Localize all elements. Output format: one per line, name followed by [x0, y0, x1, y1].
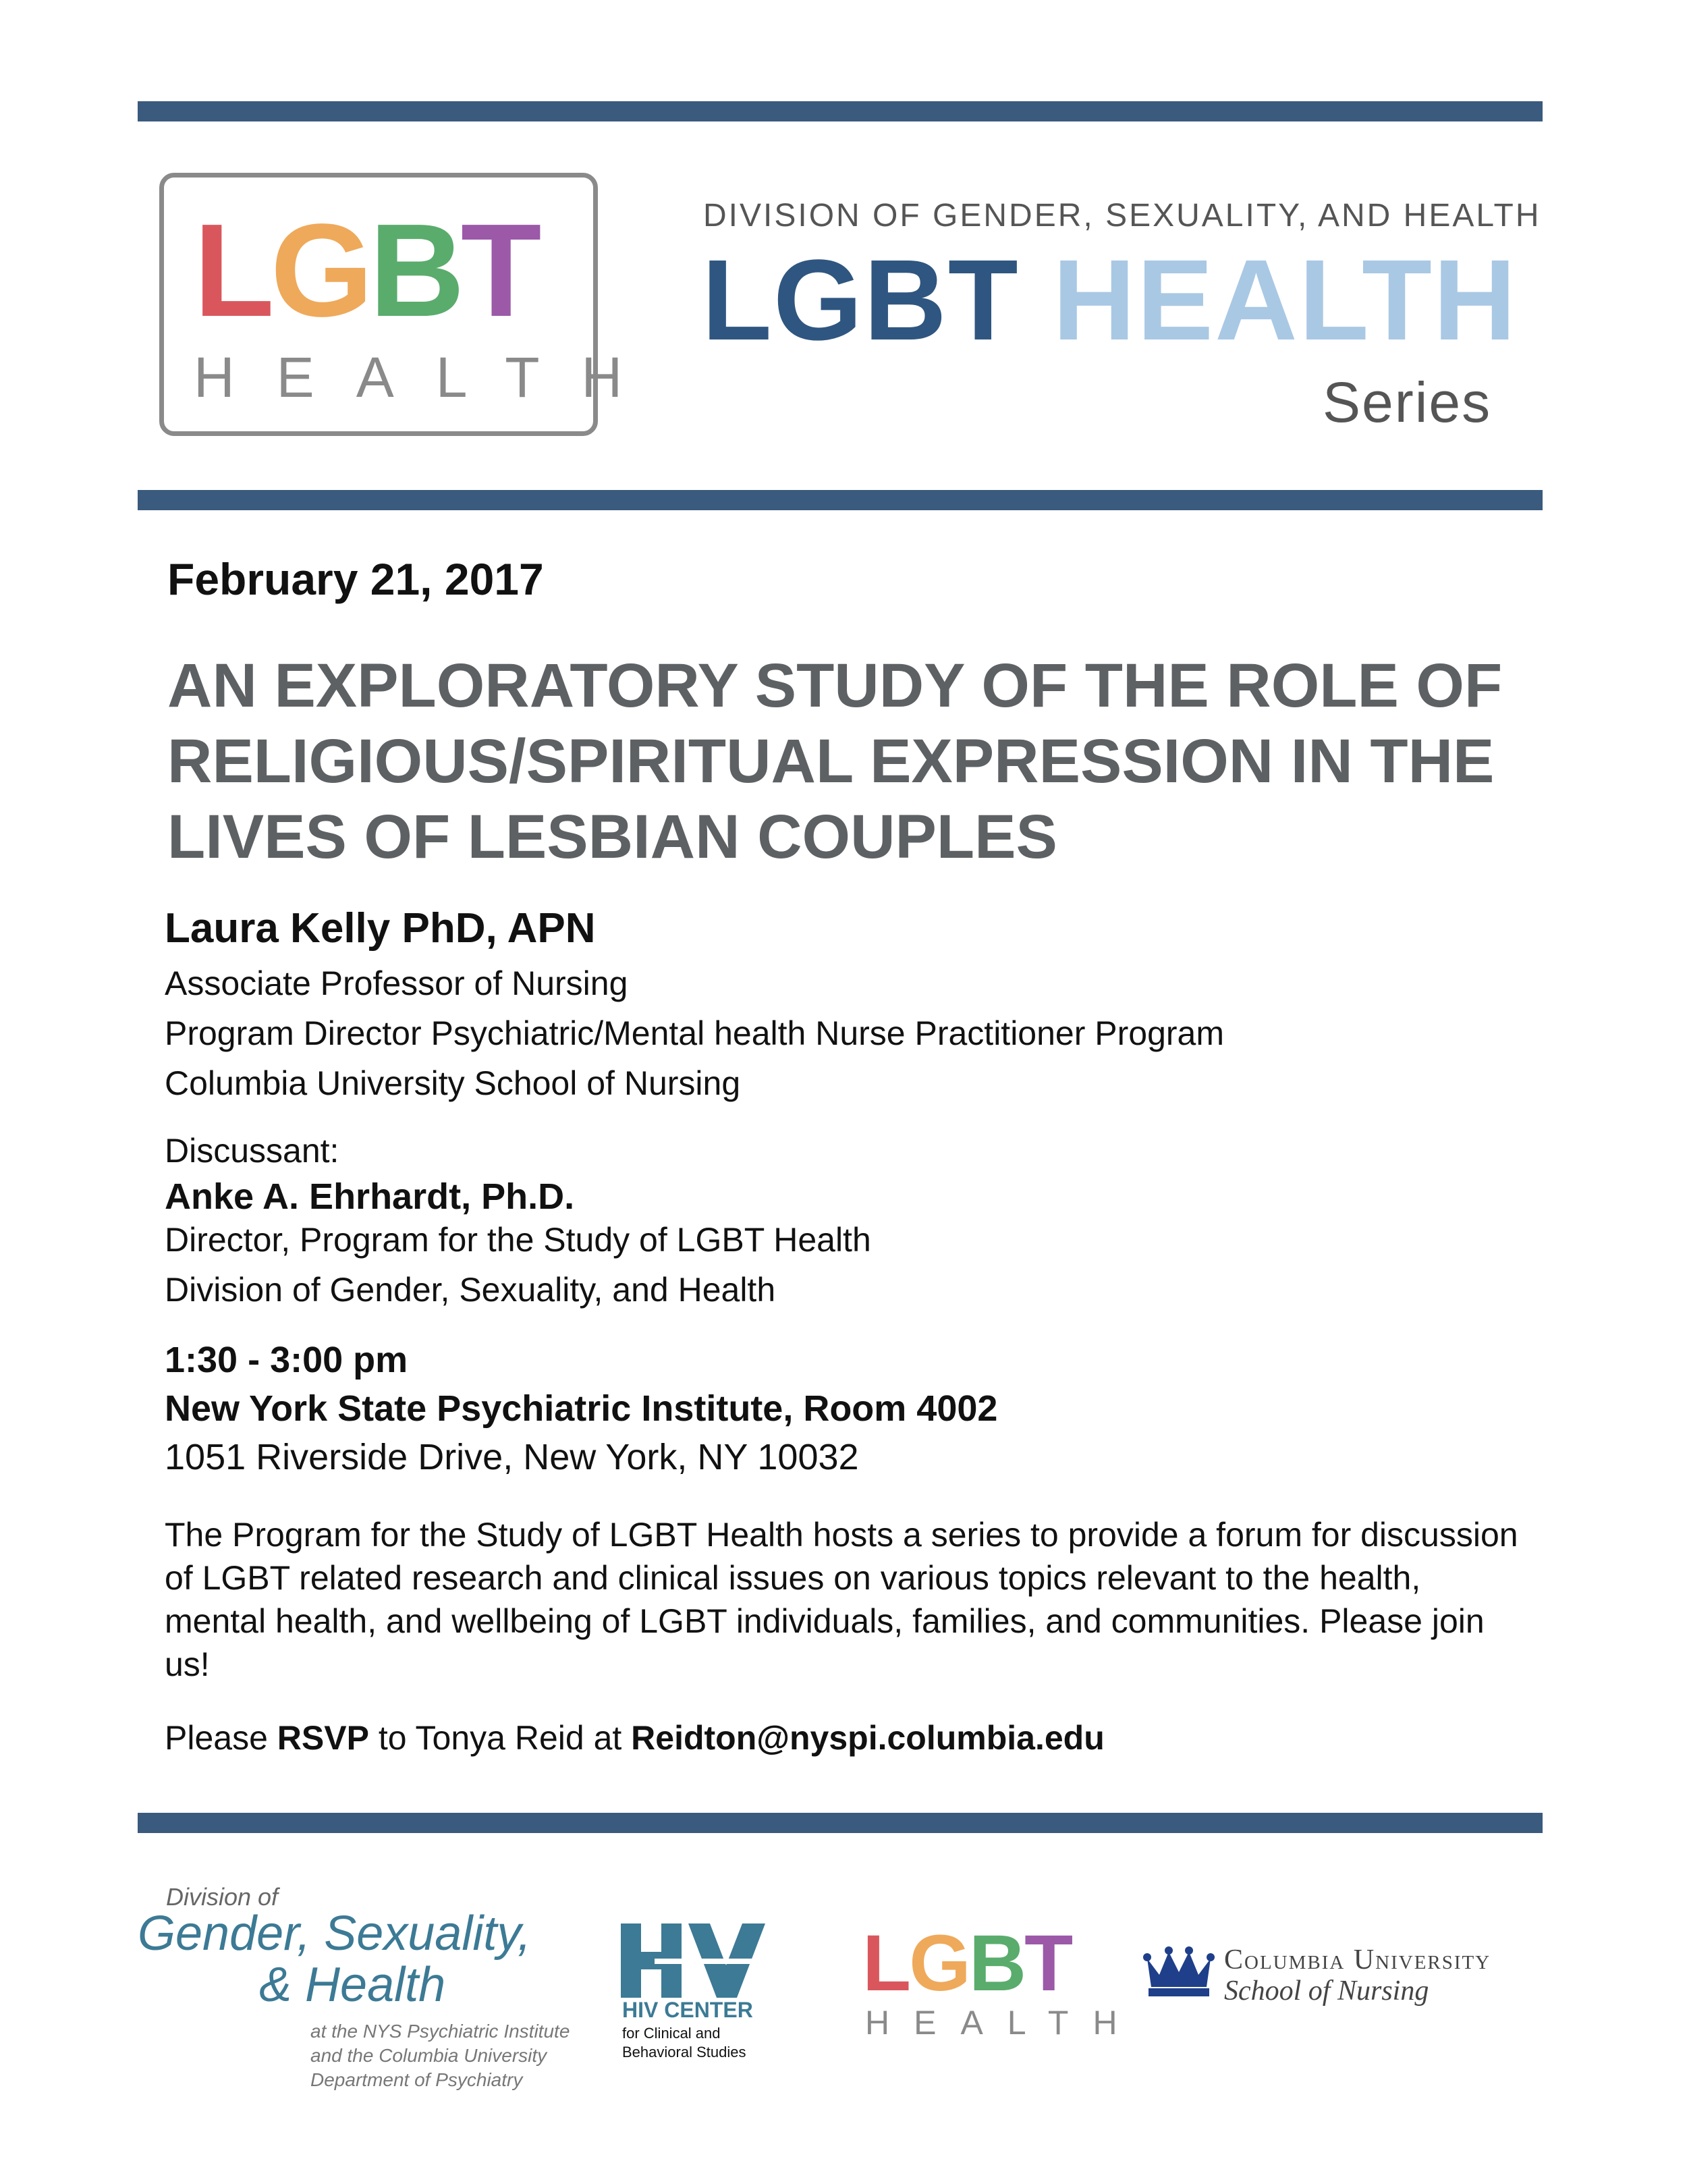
- event-time: 1:30 - 3:00 pm: [165, 1340, 408, 1380]
- rsvp-email-link[interactable]: Reidton@nyspi.columbia.edu: [631, 1719, 1105, 1757]
- speaker-name: Laura Kelly PhD, APN: [165, 905, 596, 952]
- logo-health-word: HEALTH: [194, 346, 665, 409]
- rsvp-prefix: Please: [165, 1719, 277, 1757]
- hiv-center-line-2: Behavioral Studies: [622, 2044, 746, 2060]
- columbia-university-name: Columbia University: [1224, 1944, 1491, 1975]
- footer-lgbt-logo: [862, 1919, 1072, 2008]
- hiv-center-logo: [621, 1923, 765, 1998]
- footer-rule: [138, 1813, 1543, 1833]
- columbia-crown-icon: [1142, 1945, 1216, 1999]
- series-title-lgbt: LGBT: [702, 236, 1020, 364]
- footer-logo-letter-t: T: [1024, 1919, 1072, 2008]
- logo-letter-t: T: [460, 196, 538, 344]
- speaker-title-3: Columbia University School of Nursing: [165, 1064, 741, 1102]
- dgsh-line-2: and the Columbia University: [310, 2045, 547, 2066]
- dgsh-line-3: Department of Psychiatry: [310, 2069, 523, 2090]
- dgsh-line-1: at the NYS Psychiatric Institute: [310, 2021, 570, 2042]
- series-title-health: HEALTH: [1052, 236, 1518, 364]
- logo-letter-g: G: [270, 196, 370, 344]
- event-date: February 21, 2017: [167, 554, 544, 604]
- series-title: [702, 236, 1518, 364]
- event-title: AN EXPLORATORY STUDY OF THE ROLE OF RELIGIOUS/SPIRITUAL EXPRESSION IN THE LIVES OF LESBIAN COUPLES: [167, 651, 1503, 871]
- footer-logo-letter-b: B: [968, 1919, 1025, 2008]
- logo-letter-l: L: [194, 196, 271, 344]
- rsvp-line: [165, 1718, 1105, 1757]
- discussant-title-2: Division of Gender, Sexuality, and Health: [165, 1271, 776, 1309]
- rsvp-middle: to Tonya Reid at: [368, 1719, 632, 1757]
- speaker-title-1: Associate Professor of Nursing: [165, 964, 628, 1002]
- columbia-school-of-nursing: School of Nursing: [1224, 1975, 1429, 2006]
- footer-logo-letter-g: G: [909, 1919, 969, 2008]
- logo-letters: [194, 196, 538, 344]
- footer-logo-letter-l: L: [862, 1919, 910, 2008]
- header-rule: [138, 490, 1543, 510]
- lgbt-health-logo: [159, 173, 665, 436]
- dgsh-gender-sexuality: Gender, Sexuality,: [138, 1907, 531, 1961]
- speaker-title-2: Program Director Psychiatric/Mental health Nurse Practitioner Program: [165, 1014, 1224, 1052]
- division-heading: DIVISION OF GENDER, SEXUALITY, AND HEALTH: [703, 198, 1541, 234]
- discussant-label: Discussant:: [165, 1132, 339, 1170]
- hiv-center-line-1: for Clinical and: [622, 2025, 721, 2042]
- rsvp-word: RSVP: [277, 1719, 369, 1757]
- discussant-name: Anke A. Ehrhardt, Ph.D.: [165, 1176, 575, 1217]
- dgsh-division-label: Division of: [166, 1883, 279, 1911]
- event-venue: New York State Psychiatric Institute, Room 4002: [165, 1388, 998, 1429]
- logo-letter-b: B: [369, 196, 461, 344]
- top-rule: [138, 101, 1543, 121]
- discussant-title-1: Director, Program for the Study of LGBT Health: [165, 1221, 871, 1259]
- footer-lgbt-health-word: HEALTH: [865, 2004, 1142, 2042]
- event-address: 1051 Riverside Drive, New York, NY 10032: [165, 1437, 859, 1477]
- series-description: The Program for the Study of LGBT Health hosts a series to provide a forum for discussion of LGBT related research and clinical issues on various topics relevant to the health, mental health, and wellbeing of LGBT individuals, families, and communities. Please join us!: [165, 1516, 1518, 1683]
- series-subtitle: Series: [1323, 371, 1492, 434]
- hiv-center-name: HIV CENTER: [622, 1998, 753, 2022]
- dgsh-health: & Health: [259, 1958, 446, 2012]
